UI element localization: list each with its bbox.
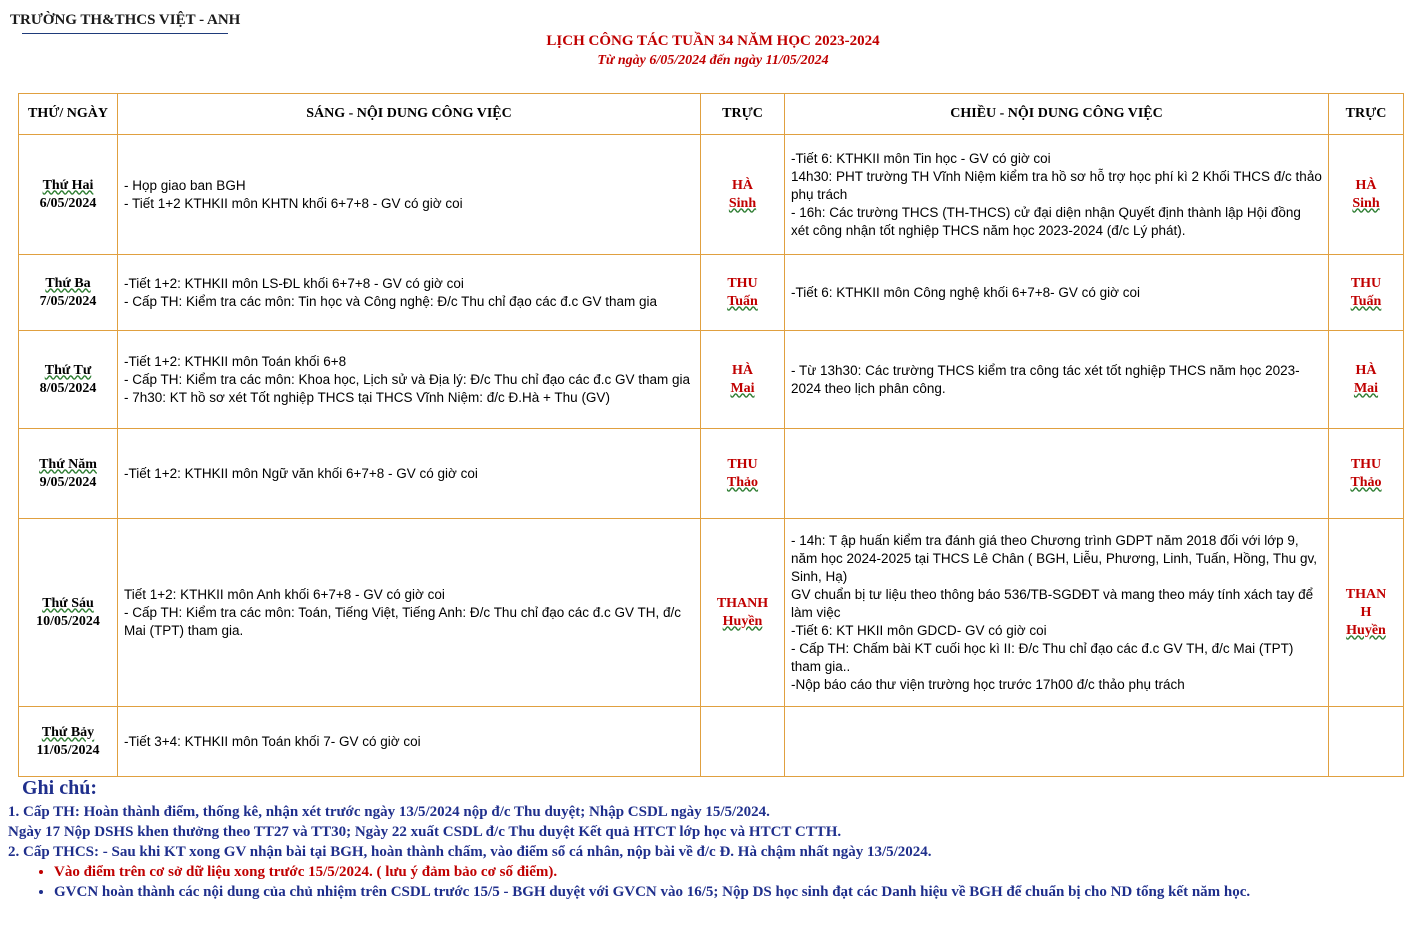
schedule-row — [19, 429, 1404, 519]
afternoon-cell — [785, 255, 1329, 331]
day-name: Thứ Ba — [45, 275, 91, 291]
duty-afternoon-cell — [1329, 519, 1404, 707]
page-subtitle: Từ ngày 6/05/2024 đến ngày 11/05/2024 — [597, 53, 829, 68]
col-header-day: THỨ/ NGÀY — [19, 94, 118, 135]
day-date: 11/05/2024 — [36, 742, 100, 758]
col-header-duty-afternoon: TRỰC — [1329, 94, 1404, 135]
duty-afternoon-cell — [1329, 707, 1404, 777]
day-cell — [19, 519, 118, 707]
duty-morning-cell — [701, 135, 785, 255]
afternoon-cell-line: - 14h: T ập huấn kiểm tra đánh giá theo Chương trình GDPT năm 2018 đối với lớp 9, năm học 2024-2025 tại THCS Lê Chân ( BGH, Liễu, Phương, Linh, Tuấn, Hồng, Thu gv, Sinh, Hạ) — [791, 532, 1317, 584]
duty-name: Thảo — [726, 474, 759, 490]
day-cell — [19, 707, 118, 777]
morning-cell — [118, 429, 701, 519]
duty-name: Huyền — [722, 613, 763, 629]
afternoon-cell-line: -Tiết 6: KT HKII môn GDCD- GV có giờ coi — [791, 622, 1047, 638]
duty-afternoon-cell — [1329, 135, 1404, 255]
table-header-row — [19, 94, 1404, 135]
morning-cell — [118, 331, 701, 429]
schedule-row — [19, 519, 1404, 707]
morning-cell-line: - Tiết 1+2 KTHKII môn KHTN khối 6+7+8 - GV có giờ coi — [124, 195, 463, 211]
day-name: Thứ Năm — [39, 456, 97, 472]
afternoon-cell — [785, 331, 1329, 429]
duty-name: Huyền — [1346, 622, 1386, 638]
day-cell — [19, 429, 118, 519]
day-name: Thứ Sáu — [42, 595, 94, 611]
afternoon-cell-line: - Từ 13h30: Các trường THCS kiểm tra công tác xét tốt nghiệp THCS năm học 2023-2024 theo lịch phân công. — [791, 362, 1300, 396]
duty-name: Tuấn — [1350, 293, 1382, 309]
day-name: Thứ Tư — [44, 362, 92, 378]
duty-name: THU — [1350, 456, 1382, 472]
morning-cell — [118, 135, 701, 255]
afternoon-cell-line: -Tiết 6: KTHKII môn Công nghệ khối 6+7+8- GV có giờ coi — [791, 284, 1141, 300]
duty-name: THU — [727, 275, 758, 291]
duty-morning-cell — [701, 519, 785, 707]
morning-cell — [118, 519, 701, 707]
day-cell — [19, 331, 118, 429]
morning-cell-line: -Tiết 1+2: KTHKII môn Toán khối 6+8 — [124, 353, 347, 369]
morning-cell-line: - Cấp TH: Kiểm tra các môn: Toán, Tiếng Việt, Tiếng Anh: Đ/c Thu chỉ đạo các đ.c GV TH, đ/c Mai (TPT) tham gia. — [124, 604, 682, 638]
duty-afternoon-cell — [1329, 331, 1404, 429]
duty-morning-cell — [701, 331, 785, 429]
duty-name: HÀ — [1355, 177, 1377, 193]
schedule-table — [18, 93, 1404, 777]
col-header-duty-morning: TRỰC — [701, 94, 785, 135]
morning-cell-line: - 7h30: KT hồ sơ xét Tốt nghiệp THCS tại THCS Vĩnh Niệm: đ/c Đ.Hà + Thu (GV) — [124, 389, 610, 405]
afternoon-cell — [785, 519, 1329, 707]
duty-name: HÀ — [1355, 362, 1377, 378]
note-line-3: 2. Cấp THCS: - Sau khi KT xong GV nhận bài tại BGH, hoàn thành chấm, vào điểm sổ cá nhân, nộp bài về đ/c Đ. Hà chậm nhất ngày 13/5/2024. — [8, 844, 932, 860]
duty-name: THU — [1350, 275, 1382, 291]
schedule-row — [19, 135, 1404, 255]
note-bullet: • Vào điểm trên cơ sở dữ liệu xong trước 15/5/2024. ( lưu ý đảm bảo cơ số điểm). — [54, 862, 1420, 882]
day-cell — [19, 135, 118, 255]
duty-afternoon-cell — [1329, 255, 1404, 331]
col-header-afternoon: CHIỀU - NỘI DUNG CÔNG VIỆC — [785, 94, 1329, 135]
note-bullet: • GVCN hoàn thành các nội dung của chủ nhiệm trên CSDL trước 15/5 - BGH duyệt với GVCN vào 16/5; Nộp DS học sinh đạt các Danh hiệu về BGH để chuẩn bị cho ND tổng kết năm học. — [54, 882, 1420, 902]
afternoon-cell-line: - 16h: Các trường THCS (TH-THCS) cử đại diện nhận Quyết định thành lập Hội đồng xét công nhận tốt nghiệp THCS năm học 2023-2024 (đ/c Lý phát). — [791, 204, 1301, 238]
schedule-body — [19, 135, 1404, 777]
note-line-1: 1. Cấp TH: Hoàn thành điểm, thống kê, nhận xét trước ngày 13/5/2024 nộp đ/c Thu duyệt; Nhập CSDL ngày 15/5/2024. — [8, 804, 770, 820]
morning-cell — [118, 255, 701, 331]
morning-cell-line: -Tiết 3+4: KTHKII môn Toán khối 7- GV có giờ coi — [124, 733, 421, 749]
afternoon-cell-line: -Nộp báo cáo thư viện trường học trước 17h00 đ/c thảo phụ trách — [791, 676, 1185, 692]
school-name: TRƯỜNG TH&THCS VIỆT - ANH — [10, 12, 241, 28]
duty-name: Sinh — [1352, 195, 1380, 211]
duty-morning-cell — [701, 707, 785, 777]
schedule-row — [19, 255, 1404, 331]
schedule-row — [19, 707, 1404, 777]
day-name: Thứ Bảy — [41, 724, 95, 740]
note-line-2: Ngày 17 Nộp DSHS khen thưởng theo TT27 và TT30; Ngày 22 xuất CSDL đ/c Thu duyệt Kết quả HTCT lớp học và HTCT CTTH. — [8, 824, 842, 840]
duty-morning-cell — [701, 429, 785, 519]
duty-name: Mai — [730, 380, 755, 396]
notes-heading: Ghi chú: — [22, 777, 98, 799]
duty-morning-cell — [701, 255, 785, 331]
notes-bullets — [8, 862, 1420, 902]
afternoon-cell — [785, 135, 1329, 255]
duty-name: THAN — [1345, 586, 1387, 602]
day-date: 7/05/2024 — [39, 293, 97, 309]
afternoon-cell-line: 14h30: PHT trường TH Vĩnh Niệm kiểm tra hồ sơ hỗ trợ học phí kì 2 Khối THCS đ/c thảo phụ trách — [791, 168, 1322, 202]
morning-cell-line: - Cấp TH: Kiểm tra các môn: Tin học và Công nghệ: Đ/c Thu chỉ đạo các đ.c GV tham gia — [124, 293, 657, 309]
day-name: Thứ Hai — [42, 177, 94, 193]
duty-name: Thảo — [1350, 474, 1382, 490]
page-title: LỊCH CÔNG TÁC TUẦN 34 NĂM HỌC 2023-2024 — [546, 33, 880, 49]
duty-name: HÀ — [732, 177, 753, 193]
morning-cell — [118, 707, 701, 777]
notes-section — [8, 778, 1420, 902]
afternoon-cell-line: - Cấp TH: Chấm bài KT cuối học kì II: Đ/c Thu chỉ đạo các đ.c GV TH, đ/c Mai (TPT) tham gia.. — [791, 640, 1294, 674]
duty-name: Mai — [1353, 380, 1379, 396]
morning-cell-line: - Cấp TH: Kiểm tra các môn: Khoa học, Lịch sử và Địa lý: Đ/c Thu chỉ đạo các đ.c GV tham gia — [124, 371, 691, 387]
duty-name: Sinh — [728, 195, 757, 211]
day-date: 8/05/2024 — [39, 380, 97, 396]
afternoon-cell-line: GV chuẩn bị tư liệu theo thông báo 536/TB-SGDĐT và mang theo máy tính xách tay để làm việc — [791, 586, 1314, 620]
morning-cell-line: - Họp giao ban BGH — [124, 177, 246, 193]
day-date: 6/05/2024 — [39, 195, 97, 211]
duty-name: HÀ — [732, 362, 753, 378]
afternoon-cell — [785, 429, 1329, 519]
duty-name: H — [1360, 604, 1372, 620]
afternoon-cell-line: -Tiết 6: KTHKII môn Tin học - GV có giờ coi — [791, 150, 1051, 166]
day-date: 10/05/2024 — [36, 613, 100, 629]
duty-afternoon-cell — [1329, 429, 1404, 519]
morning-cell-line: -Tiết 1+2: KTHKII môn Ngữ văn khối 6+7+8 - GV có giờ coi — [124, 465, 478, 481]
day-cell — [19, 255, 118, 331]
col-header-morning: SÁNG - NỘI DUNG CÔNG VIỆC — [118, 94, 701, 135]
morning-cell-line: Tiết 1+2: KTHKII môn Anh khối 6+7+8 - GV có giờ coi — [124, 586, 445, 602]
morning-cell-line: -Tiết 1+2: KTHKII môn LS-ĐL khối 6+7+8 - GV có giờ coi — [124, 275, 464, 291]
schedule-row — [19, 331, 1404, 429]
duty-name: THANH — [716, 595, 769, 611]
duty-name: THU — [727, 456, 758, 472]
duty-name: Tuấn — [727, 293, 758, 309]
afternoon-cell — [785, 707, 1329, 777]
day-date: 9/05/2024 — [39, 474, 97, 490]
